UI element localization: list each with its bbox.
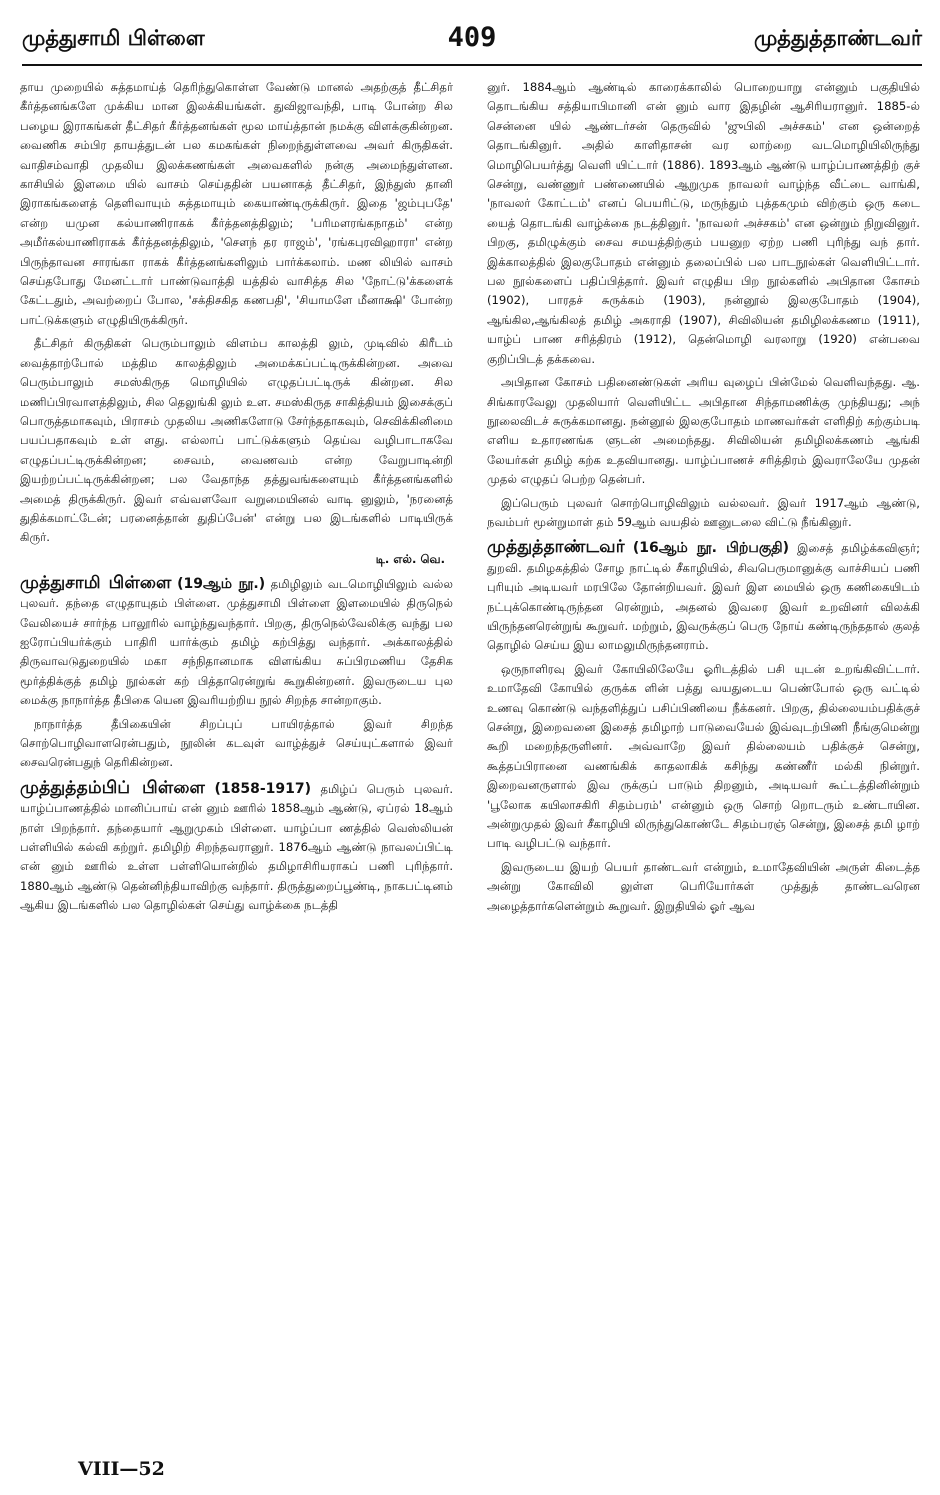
entry-headword: முத்துத்தம்பிப் பிள்ளை — [20, 777, 206, 798]
paragraph: னுர். 1884ஆம் ஆண்டில் காரைக்காலில் பொறையாறு என்னும் பகுதியில் தொடங்கிய சத்தியாபிமானி என் னும் வார இதழின் ஆசிரியரானுர். 1885-ல் சென்னை யில் ஆண்டர்சன் தெருவில் 'ஜுபிலி அச்சகம்' என ஒன்றைத் தொடங்கினுர். அதில் காளிதாசன் வர லாற்றை வடமொழியிலிருந்து மொழிபெயர்த்து வெளி யிட்டார் (1886). 1893ஆம் ஆண்டு யாழ்ப்பாணத்திற் குச் சென்று, வண்ணுர் பண்ணையில் ஆறுமுக நாவலர் வாழ்ந்த வீட்டை வாங்கி, 'நாவலர் கோட்டம்' எனப் பெயரிட்டு, மருந்தும் புத்தகமும் விற்கும் ஒரு கடை யைத் தொடங்கி வாழ்க்கை நடத்தினுர். 'நாவலர் அச்சகம்' என ஒன்றும் நிறுவினுர். பிறகு, தமிழுக்கும் சைவ சமயத்திற்கும் பயனுற ஏற்ற பணி புரிந்து வந் தார். இக்காலத்தில் இலகுபோதம் என்னும் தலைப்பில் பல பாடநூல்கள் வெளியிட்டார். பல நூல்களைப் பதிப்பித்தார். இவர் எழுதிய பிற நூல்களில் அபிதான கோசம் (1902), பாரதச் சுருக்கம் (1903), நன்னூல் இலகுபோதம் (1904), ஆங்கில,ஆங்கிலத் தமிழ் அகராதி (1907), சிவிலியன் தமிழிலக்கணம (1911), யாழ்ப் பாண சரித்திரம் (1912), தென்மொழி வரலாறு (1920) என்பவை குறிப்பிடத் தக்கவை. — [487, 80, 920, 366]
entry-date: (16ஆம் நூ. பிற்பகுதி) — [632, 540, 790, 557]
paragraph: ஒருநாளிரவு இவர் கோயிலிலேயே ஓரிடத்தில் பசி யுடன் உறங்கிவிட்டார். உமாதேவி கோயில் குருக்க ளின் பத்து வயதுடைய பெண்போல் ஒரு வட்டில் உணவு கொண்டு வந்தளித்துப் பசிப்பிணியை நீக்கனர். பிறகு, தில்லையம்பதிக்குச் சென்று, இறைவனை இசைத் தமிழாற் பாடுவையேல் இவ்வுடற்பிணி நீங்குமென்று கூறி மறைந்தருளினர். அவ்வாறே இவர் தில்லையம் பதிக்குச் சென்று, கூத்தப்பிரானை வணங்கிக் காதலாகிக் கசிந்து கண்ணீர் மல்கி நின்றுர். இறைவனருளால் இவ ருக்குப் பாடும் திறனும், அடியவர் கூட்டத்தினின்றும் 'பூலோக கயிலாசகிரி சிதம்பரம்' என்னும் ஒரு சொற் றொடரும் உண்டாயின. அன்றுமுதல் இவர் சீகாழியி லிருந்துகொண்டே சிதம்பரஞ் சென்று, இசைத் தமி ழாற் பாடி வழிபட்டு வந்தார். — [487, 661, 920, 851]
entry-date: (19ஆம் நூ.) — [177, 575, 266, 592]
volume-page-marker: VIII—52 — [78, 1458, 165, 1480]
page-number: 409 — [447, 22, 497, 53]
entry-muthuthandavar — [487, 538, 920, 655]
paragraph: இப்பெரும் புலவர் சொற்பொழிவிலும் வல்லவர். இவர் 1917ஆம் ஆண்டு, நவம்பர் மூன்றுமாள் தம் 59ஆம் வயதில் ஊனுடலை விட்டு நீங்கினுர். — [487, 495, 920, 529]
entry-text: தமிழிலும் வடமொழியிலும் வல்ல புலவர். தந்தை எழுதாயுதம் பிள்ளை. முத்துசாமி பிள்ளை இளமையில் திருநெல் வேலியைச் சார்ந்த பாலூரில் வாழ்ந்துவந்தார். பிறகு, திருநெல்வேலிக்கு வந்து பல ஐரோப்பியர்க்கும் பாதிரி யார்க்கும் தமிழ் கற்பித்து வந்தார். அக்காலத்தில் திருவாவடுதுறையில் மகா சந்நிதானமாக விளங்கிய சுப்பிரமணிய தேசிக மூர்த்திக்குத் தமிழ் நூல்கள் கற் பித்தாரென்றுங் கூறுகின்றனர். இவருடைய புல மைக்கு நாநார்த்த தீபிகை யென இவரியற்றிய நூல் சிறந்த சான்றாகும். — [20, 576, 453, 708]
running-head-left: முத்துசாமி பிள்ளை — [22, 26, 205, 50]
paragraph: அபிதான கோசம் பதினைண்டுகள் அரிய வுழைப் பின்மேல் வெளிவந்தது. ஆ. சிங்காரவேலு முதலியார் வெளியிட்ட அபிதான சிந்தாமணிக்கு முந்தியது; அந் நூலைவிடச் சுருக்கமானது. நன்னூல் இலகுபோதம் மாணவர்கள் எளிதிற் கற்கும்படி எளிய உதாரணங்க ளுடன் அமைந்தது. சிவிலியன் தமிழிலக்கணம் ஆங்கி லேயர்கள் தமிழ் கற்க உதவியானது. யாழ்ப்பாணச் சரித்திரம் இவராலேயே முதன் முதல் எழுதப் பெற்ற தென்பர். — [487, 375, 920, 487]
author-signature: டி. எல். வெ. — [375, 551, 445, 566]
entry-text: இசைத் தமிழ்க்கவிஞர்; துறவி. தமிழகத்தில் சோழ நாட்டில் சீகாழியில், சிவபெருமானுக்கு வாச்சியப் பணி புரியும் அடியவர் மரபிலே தோன்றியவர். இவர் இள மையில் ஒரு கணிகையிடம் நட்புக்கொண்டிருந்தன ரென்றும், அதனல் இவரை இவர் உறவினர் விலக்கி யிருந்தனரென்றுங் கூறுவர். மற்றும், இவருக்குப் பெரு நோய் கண்டிருந்ததால் குலத் தொழில் செய்ய இய லாமலுமிருந்தனராம். — [487, 541, 920, 653]
entry-headword: முத்துசாமி பிள்ளை — [20, 572, 172, 593]
entry-headword: முத்துத்தாண்டவர் — [487, 537, 625, 558]
entry-muthuthambi-pillai — [20, 779, 453, 916]
paragraph: இவருடைய இயற் பெயர் தாண்டவர் என்றும், உமாதேவியின் அருள் கிடைத்த அன்று கோவிலி லுள்ள பெரியோர்கள் முத்துத் தாண்டவரென அழைத்தார்களென்றும் கூறுவர். இறுதியில் ஓர் ஆவ — [487, 859, 920, 913]
entry-muthusami-pillai — [20, 574, 453, 711]
header-rule — [22, 64, 922, 66]
paragraph: தாய முறையில் சுத்தமாய்த் தெரிந்துகொள்ள வேண்டு மானல் அதற்குத் தீட்சிதர் கீர்த்தனங்களே முக்கிய மான இலக்கியங்கள். துவிஜாவந்தி, பாடி போன்ற சில பழைய இராகங்கள் தீட்சிதர் கீர்த்தனங்கள் மூல மாய்த்தான் நமக்கு விளக்குகின்றன. வைணிக சம்பிர தாயத்துடன் பல கமகங்கள் நிறைந்துள்ளவை அவர் கிருதிகள். வாதிசம்வாதி முதலிய இலக்கணங்கள் அவைகளில் நன்கு அமைந்துள்ளன. காசியில் இளமை யில் வாசம் செய்ததின் பயனாகத் தீட்சிதர், இந்துஸ் தானி இராகங்களைத் தெளிவாயும் சுத்தமாயும் கையாண்டிருக்கிருர். இதை 'ஜம்புபதே' என்ற யமுன கல்யாணிராகக் கீர்த்தனத்திலும்; 'பரிமளரங்கநாதம்' என்ற அமீர்கல்யாணிராகக் கீர்த்தனத்திலும், 'சௌந் தர ராஜம்', 'ரங்கபுரவிஹாரா' என்ற பிருந்தாவன சாரங்கா ராகக் கீர்த்தனங்களிலும் பார்க்கலாம். மண லியில் வாசம் செய்தபோது மேனட்டார் பாண்டுவாத்தி யத்தில் வாசித்த சில 'நோட்டு'க்களைக் கேட்டதும், அவற்றைப் போல, 'சக்திசகித கணபதி', 'சியாமளே மீனாக்ஷி' போன்ற பாட்டுக்களும் எழுதியிருக்கிருர். — [20, 80, 453, 327]
right-column — [487, 78, 920, 1463]
paragraph: நாநார்த்த தீபிகையின் சிறப்புப் பாயிரத்தால் இவர் சிறந்த சொற்பொழிவாளரென்பதும், நூலின் கடவுள் வாழ்த்துச் செய்யுட்களால் இவர் சைவரென்பதுந் தெரிகின்றன. — [20, 716, 453, 770]
running-head-right: முத்துத்தாண்டவர் — [753, 26, 922, 50]
entry-text: தமிழ்ப் பெரும் புலவர். யாழ்ப்பாணத்தில் மானிப்பாய் என் னும் ஊரில் 1858ஆம் ஆண்டு, ஏப்ரல் 18ஆம் நாள் பிறந்தார். தந்தையார் ஆறுமுகம் பிள்ளை. யாழ்ப்பா ணத்தில் வெஸ்லியன் பள்ளியில் கல்வி கற்றுர். தமிழிற் சிறந்தவரானுர். 1876ஆம் ஆண்டு நாவலப்பிட்டி என் னும் ஊரில் உள்ள பள்ளியொன்றில் தமிழாசிரியராகப் பணி புரிந்தார். 1880ஆம் ஆண்டு தென்னிந்தியாவிற்கு வந்தார். திருத்துறைப்பூண்டி, நாகபட்டினம் ஆகிய இடங்களில் பல தொழில்கள் செய்து வாழ்க்கை நடத்தி — [20, 781, 453, 913]
page-header — [22, 22, 922, 62]
entry-date: (1858-1917) — [214, 780, 311, 797]
paragraph: தீட்சிதர் கிருதிகள் பெரும்பாலும் விளம்ப காலத்தி லும், முடிவில் கிரீடம் வைத்தாற்போல் மத்திம காலத்திலும் அமைக்கப்பட்டிருக்கின்றன. அவை பெரும்பாலும் சமஸ்கிருத மொழியில் எழுதப்பட்டிருக் கின்றன. சில மணிப்பிரவாளத்திலும், சில தெலுங்கி லும் உள. சமஸ்கிருத சாகித்தியம் இசைக்குப் பொருத்தமாகவும், பிராசம் முதலிய அணிகளோடு சேர்ந்ததாகவும், செவிக்கினிமை பயப்பதாகவும் உள் ளது. எல்லாப் பாட்டுக்களும் தெய்வ வழிபாடாகவே எழுதப்பட்டிருக்கின்றன; சைவம், வைணவம் என்ற வேறுபாடின்றி இயற்றப்பட்டிருக்கின்றன; பல வேதாந்த தத்துவங்களையும் கீர்த்தனங்களில் அமைத் திருக்கிருர். இவர் எவ்வளவோ வறுமையினல் வாடி னுலும், 'நரனைத் துதிக்கமாட்டேன்; பரனைத்தான் துதிப்பேன்' என்று பல இடங்களில் பாடியிருக் கிருர். — [20, 336, 453, 545]
left-column — [20, 78, 453, 1463]
